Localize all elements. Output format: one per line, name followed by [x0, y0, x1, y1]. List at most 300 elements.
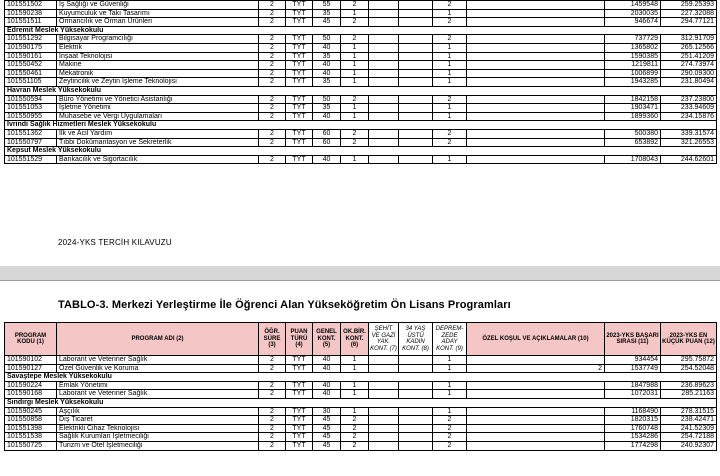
general-quota-cell: 40 [313, 381, 341, 390]
min-score-cell: 231.80494 [661, 78, 717, 87]
special-conditions-cell [467, 1, 605, 10]
score-type-cell: TYT [286, 390, 313, 399]
women-quota-cell [399, 104, 433, 113]
program-code-cell: 101590224 [5, 381, 57, 390]
special-conditions-cell [467, 407, 605, 416]
martyr-quota-cell [369, 381, 399, 390]
women-quota-cell [399, 138, 433, 147]
top-student-quota-cell: 1 [341, 78, 369, 87]
score-type-cell: TYT [286, 112, 313, 121]
min-score-cell: 238.42471 [661, 416, 717, 425]
top-student-quota-cell: 1 [341, 104, 369, 113]
special-conditions-cell [467, 129, 605, 138]
top-student-quota-cell: 1 [341, 52, 369, 61]
min-score-cell: 274.73974 [661, 61, 717, 70]
general-quota-cell: 45 [313, 433, 341, 442]
program-row [5, 390, 717, 399]
earthquake-quota-cell: 1 [433, 364, 467, 373]
special-conditions-cell [467, 433, 605, 442]
women-quota-cell [399, 9, 433, 18]
program-code-cell: 101550725 [5, 441, 57, 450]
program-name-cell: İş Sağlığı ve Güvenliği [57, 1, 259, 10]
earthquake-quota-cell: 2 [433, 433, 467, 442]
program-code-cell: 101551053 [5, 104, 57, 113]
score-type-cell: TYT [286, 381, 313, 390]
unit-name: Edremit Meslek Yüksekokulu [5, 26, 717, 35]
program-name-cell: Makine [57, 61, 259, 70]
program-name-cell: Laborant ve Veteriner Sağlık [57, 356, 259, 365]
special-conditions-cell [467, 381, 605, 390]
min-score-cell: 259.25393 [661, 1, 717, 10]
program-row [5, 18, 717, 27]
special-conditions-cell [467, 441, 605, 450]
duration-cell: 2 [259, 155, 286, 164]
header-min-score: 2023-YKS EN KÜÇÜK PUAN (12) [661, 323, 717, 356]
special-conditions-cell [467, 424, 605, 433]
program-name-cell: Turizm ve Otel İşletmeciliği [57, 441, 259, 450]
special-conditions-cell [467, 95, 605, 104]
table-header-row [5, 323, 717, 356]
women-quota-cell [399, 43, 433, 52]
program-row [5, 104, 717, 113]
min-score-cell: 285.21163 [661, 390, 717, 399]
women-quota-cell [399, 95, 433, 104]
general-quota-cell: 30 [313, 407, 341, 416]
program-code-cell: 101590161 [5, 52, 57, 61]
min-score-cell: 265.12566 [661, 43, 717, 52]
success-rank-cell: 653892 [605, 138, 661, 147]
earthquake-quota-cell: 1 [433, 112, 467, 121]
duration-cell: 2 [259, 61, 286, 70]
top-student-quota-cell: 2 [341, 441, 369, 450]
martyr-quota-cell [369, 407, 399, 416]
earthquake-quota-cell: 1 [433, 381, 467, 390]
martyr-quota-cell [369, 52, 399, 61]
general-quota-cell: 35 [313, 52, 341, 61]
score-type-cell: TYT [286, 441, 313, 450]
program-code-cell: 101551529 [5, 155, 57, 164]
min-score-cell: 244.62601 [661, 155, 717, 164]
special-conditions-cell [467, 61, 605, 70]
martyr-quota-cell [369, 129, 399, 138]
earthquake-quota-cell: 1 [433, 407, 467, 416]
score-type-cell: TYT [286, 43, 313, 52]
earthquake-quota-cell: 1 [433, 69, 467, 78]
earthquake-quota-cell: 2 [433, 129, 467, 138]
special-conditions-cell [467, 52, 605, 61]
program-row [5, 356, 717, 365]
duration-cell: 2 [259, 35, 286, 44]
program-name-cell: Sağlık Kurumları İşletmeciliği [57, 433, 259, 442]
min-score-cell: 241.52309 [661, 424, 717, 433]
earthquake-quota-cell: 1 [433, 52, 467, 61]
program-row [5, 155, 717, 164]
score-type-cell: TYT [286, 1, 313, 10]
top-student-quota-cell: 2 [341, 1, 369, 10]
duration-cell: 2 [259, 381, 286, 390]
success-rank-cell: 1006899 [605, 69, 661, 78]
duration-cell: 2 [259, 407, 286, 416]
program-name-cell: Tıbbi Dokümantasyon ve Sekreterlik [57, 138, 259, 147]
women-quota-cell [399, 35, 433, 44]
general-quota-cell: 45 [313, 424, 341, 433]
header-women-quota: 34 YAŞ ÜSTÜ KADIN KONT. (8) [399, 323, 433, 356]
score-type-cell: TYT [286, 52, 313, 61]
program-name-cell: Aşçılık [57, 407, 259, 416]
success-rank-cell: 1708043 [605, 155, 661, 164]
success-rank-cell: 1168490 [605, 407, 661, 416]
program-row [5, 364, 717, 373]
top-student-quota-cell: 2 [341, 138, 369, 147]
program-code-cell: 101551398 [5, 424, 57, 433]
martyr-quota-cell [369, 43, 399, 52]
success-rank-cell: 1072031 [605, 390, 661, 399]
women-quota-cell [399, 78, 433, 87]
general-quota-cell: 50 [313, 35, 341, 44]
success-rank-cell: 1590385 [605, 52, 661, 61]
duration-cell: 2 [259, 112, 286, 121]
min-score-cell: 233.94609 [661, 104, 717, 113]
women-quota-cell [399, 1, 433, 10]
unit-header-row [5, 398, 717, 407]
min-score-cell: 295.75872 [661, 356, 717, 365]
women-quota-cell [399, 441, 433, 450]
general-quota-cell: 45 [313, 416, 341, 425]
unit-name: Sındırgı Meslek Yüksekokulu [5, 398, 717, 407]
program-code-cell: 101550955 [5, 112, 57, 121]
general-quota-cell: 60 [313, 138, 341, 147]
duration-cell: 2 [259, 424, 286, 433]
score-type-cell: TYT [286, 407, 313, 416]
score-type-cell: TYT [286, 104, 313, 113]
guide-footer: 2024-YKS TERCİH KILAVUZU [58, 238, 172, 247]
success-rank-cell: 1943285 [605, 78, 661, 87]
top-student-quota-cell: 1 [341, 356, 369, 365]
special-conditions-cell [467, 69, 605, 78]
success-rank-cell: 500380 [605, 129, 661, 138]
program-row [5, 138, 717, 147]
earthquake-quota-cell: 1 [433, 9, 467, 18]
min-score-cell: 294.77121 [661, 18, 717, 27]
program-name-cell: Büro Yönetimi ve Yönetici Asistanlığı [57, 95, 259, 104]
program-row [5, 381, 717, 390]
min-score-cell: 237.23800 [661, 95, 717, 104]
martyr-quota-cell [369, 61, 399, 70]
success-rank-cell: 1534286 [605, 433, 661, 442]
martyr-quota-cell [369, 35, 399, 44]
success-rank-cell: 1459548 [605, 1, 661, 10]
top-student-quota-cell: 1 [341, 381, 369, 390]
min-score-cell: 278.31515 [661, 407, 717, 416]
martyr-quota-cell [369, 104, 399, 113]
duration-cell: 2 [259, 441, 286, 450]
earthquake-quota-cell: 1 [433, 390, 467, 399]
martyr-quota-cell [369, 356, 399, 365]
program-code-cell: 101550594 [5, 95, 57, 104]
general-quota-cell: 35 [313, 9, 341, 18]
program-name-cell: Muhasebe ve Vergi Uygulamaları [57, 112, 259, 121]
program-row [5, 129, 717, 138]
header-general-quota: GENEL KONT. (5) [313, 323, 341, 356]
earthquake-quota-cell: 1 [433, 43, 467, 52]
duration-cell: 2 [259, 356, 286, 365]
program-code-cell: 101550461 [5, 69, 57, 78]
header-top-student-quota: OK.BİR. KONT. (6) [341, 323, 369, 356]
general-quota-cell: 40 [313, 43, 341, 52]
score-type-cell: TYT [286, 95, 313, 104]
earthquake-quota-cell: 2 [433, 441, 467, 450]
program-row [5, 95, 717, 104]
program-code-cell: 101551538 [5, 433, 57, 442]
success-rank-cell: 1820315 [605, 416, 661, 425]
program-code-cell: 101550452 [5, 61, 57, 70]
top-student-quota-cell: 1 [341, 69, 369, 78]
earthquake-quota-cell: 1 [433, 155, 467, 164]
unit-name: Havran Meslek Yüksekokulu [5, 86, 717, 95]
women-quota-cell [399, 381, 433, 390]
score-type-cell: TYT [286, 9, 313, 18]
header-earthquake-quota: DEPREM-ZEDE ADAY KONT. (9) [433, 323, 467, 356]
duration-cell: 2 [259, 104, 286, 113]
top-student-quota-cell: 2 [341, 129, 369, 138]
earthquake-quota-cell: 2 [433, 424, 467, 433]
martyr-quota-cell [369, 424, 399, 433]
duration-cell: 2 [259, 18, 286, 27]
header-success-rank: 2023-YKS BAŞARI SIRASI (11) [605, 323, 661, 356]
header-score-type: PUAN TÜRÜ (4) [286, 323, 313, 356]
duration-cell: 2 [259, 9, 286, 18]
duration-cell: 2 [259, 138, 286, 147]
duration-cell: 2 [259, 78, 286, 87]
program-row [5, 52, 717, 61]
general-quota-cell: 45 [313, 18, 341, 27]
success-rank-cell: 737729 [605, 35, 661, 44]
top-student-quota-cell: 2 [341, 433, 369, 442]
special-conditions-cell [467, 9, 605, 18]
special-conditions-cell [467, 390, 605, 399]
special-conditions-cell [467, 18, 605, 27]
top-student-quota-cell: 1 [341, 364, 369, 373]
martyr-quota-cell [369, 78, 399, 87]
page-break [0, 266, 720, 280]
program-name-cell: Özel Güvenlik ve Koruma [57, 364, 259, 373]
duration-cell: 2 [259, 95, 286, 104]
program-code-cell: 101550797 [5, 138, 57, 147]
program-name-cell: Kuyumculuk ve Takı Tasarımı [57, 9, 259, 18]
unit-header-row [5, 373, 717, 382]
success-rank-cell: 934454 [605, 356, 661, 365]
special-conditions-cell [467, 356, 605, 365]
program-row [5, 407, 717, 416]
martyr-quota-cell [369, 9, 399, 18]
score-type-cell: TYT [286, 424, 313, 433]
martyr-quota-cell [369, 112, 399, 121]
general-quota-cell: 40 [313, 112, 341, 121]
score-type-cell: TYT [286, 356, 313, 365]
score-type-cell: TYT [286, 155, 313, 164]
program-row [5, 9, 717, 18]
program-code-cell: 101551105 [5, 78, 57, 87]
earthquake-quota-cell: 2 [433, 95, 467, 104]
success-rank-cell: 1842158 [605, 95, 661, 104]
general-quota-cell: 40 [313, 356, 341, 365]
women-quota-cell [399, 129, 433, 138]
program-name-cell: Dış Ticaret [57, 416, 259, 425]
earthquake-quota-cell: 2 [433, 138, 467, 147]
unit-name: İvrindi Sağlık Hizmetleri Meslek Yüksekokulu [5, 121, 717, 130]
program-code-cell: 101590245 [5, 407, 57, 416]
earthquake-quota-cell: 1 [433, 356, 467, 365]
program-code-cell: 101590168 [5, 390, 57, 399]
unit-header-row [5, 26, 717, 35]
top-student-quota-cell: 2 [341, 424, 369, 433]
score-type-cell: TYT [286, 69, 313, 78]
program-row [5, 112, 717, 121]
special-conditions-cell [467, 416, 605, 425]
unit-header-row [5, 86, 717, 95]
program-row [5, 433, 717, 442]
program-row [5, 441, 717, 450]
top-student-quota-cell: 1 [341, 407, 369, 416]
program-name-cell: Emlak Yönetimi [57, 381, 259, 390]
women-quota-cell [399, 155, 433, 164]
martyr-quota-cell [369, 416, 399, 425]
special-conditions-cell [467, 138, 605, 147]
program-code-cell: 101590238 [5, 9, 57, 18]
program-code-cell: 101551511 [5, 18, 57, 27]
program-table-bottom [4, 322, 717, 451]
special-conditions-cell [467, 43, 605, 52]
success-rank-cell: 1899360 [605, 112, 661, 121]
general-quota-cell: 40 [313, 61, 341, 70]
unit-name: Kepsut Meslek Yüksekokulu [5, 147, 717, 156]
program-row [5, 78, 717, 87]
women-quota-cell [399, 112, 433, 121]
program-name-cell: Bilgisayar Programcılığı [57, 35, 259, 44]
score-type-cell: TYT [286, 433, 313, 442]
program-code-cell: 101551502 [5, 1, 57, 10]
women-quota-cell [399, 61, 433, 70]
success-rank-cell: 1760748 [605, 424, 661, 433]
program-row [5, 69, 717, 78]
program-code-cell: 101550858 [5, 416, 57, 425]
program-table-top [4, 0, 717, 164]
table-title: TABLO-3. Merkezi Yerleştirme İle Öğrenci Alan Yükseköğretim Ön Lisans Programları [58, 299, 511, 311]
special-conditions-cell: 2 [467, 364, 605, 373]
women-quota-cell [399, 390, 433, 399]
min-score-cell: 312.91709 [661, 35, 717, 44]
general-quota-cell: 55 [313, 1, 341, 10]
unit-name: Savaştepe Meslek Yüksekokulu [5, 373, 717, 382]
program-code-cell: 101551362 [5, 129, 57, 138]
min-score-cell: 240.92307 [661, 441, 717, 450]
general-quota-cell: 60 [313, 129, 341, 138]
top-student-quota-cell: 1 [341, 9, 369, 18]
general-quota-cell: 40 [313, 364, 341, 373]
score-type-cell: TYT [286, 129, 313, 138]
top-student-quota-cell: 2 [341, 95, 369, 104]
min-score-cell: 254.52048 [661, 364, 717, 373]
program-name-cell: Elektrik [57, 43, 259, 52]
duration-cell: 2 [259, 43, 286, 52]
special-conditions-cell [467, 155, 605, 164]
martyr-quota-cell [369, 390, 399, 399]
score-type-cell: TYT [286, 364, 313, 373]
score-type-cell: TYT [286, 35, 313, 44]
martyr-quota-cell [369, 18, 399, 27]
program-name-cell: Laborant ve Veteriner Sağlık [57, 390, 259, 399]
header-program-name: PROGRAM ADI (2) [57, 323, 259, 356]
program-name-cell: Bankacılık ve Sigortacılık [57, 155, 259, 164]
success-rank-cell: 1774298 [605, 441, 661, 450]
program-row [5, 61, 717, 70]
min-score-cell: 236.89623 [661, 381, 717, 390]
success-rank-cell: 1903471 [605, 104, 661, 113]
success-rank-cell: 1219811 [605, 61, 661, 70]
martyr-quota-cell [369, 433, 399, 442]
top-student-quota-cell: 1 [341, 112, 369, 121]
min-score-cell: 321.26553 [661, 138, 717, 147]
min-score-cell: 227.32088 [661, 9, 717, 18]
program-row [5, 43, 717, 52]
women-quota-cell [399, 69, 433, 78]
program-code-cell: 101590102 [5, 356, 57, 365]
top-student-quota-cell: 2 [341, 18, 369, 27]
duration-cell: 2 [259, 69, 286, 78]
general-quota-cell: 40 [313, 155, 341, 164]
women-quota-cell [399, 364, 433, 373]
program-row [5, 35, 717, 44]
martyr-quota-cell [369, 138, 399, 147]
general-quota-cell: 45 [313, 441, 341, 450]
min-score-cell: 339.31574 [661, 129, 717, 138]
martyr-quota-cell [369, 155, 399, 164]
header-special-conditions: ÖZEL KOŞUL VE AÇIKLAMALAR (10) [467, 323, 605, 356]
duration-cell: 2 [259, 364, 286, 373]
score-type-cell: TYT [286, 61, 313, 70]
duration-cell: 2 [259, 390, 286, 399]
top-student-quota-cell: 2 [341, 416, 369, 425]
header-duration: ÖĞR. SÜRE (3) [259, 323, 286, 356]
martyr-quota-cell [369, 95, 399, 104]
program-name-cell: Mekatronik [57, 69, 259, 78]
top-student-quota-cell: 1 [341, 390, 369, 399]
score-type-cell: TYT [286, 138, 313, 147]
duration-cell: 2 [259, 129, 286, 138]
general-quota-cell: 40 [313, 69, 341, 78]
martyr-quota-cell [369, 441, 399, 450]
program-code-cell: 101590127 [5, 364, 57, 373]
top-student-quota-cell: 1 [341, 155, 369, 164]
women-quota-cell [399, 407, 433, 416]
unit-header-row [5, 147, 717, 156]
success-rank-cell: 1365802 [605, 43, 661, 52]
special-conditions-cell [467, 104, 605, 113]
header-program-code: PROGRAM KODU (1) [5, 323, 57, 356]
women-quota-cell [399, 433, 433, 442]
program-code-cell: 101590175 [5, 43, 57, 52]
women-quota-cell [399, 52, 433, 61]
martyr-quota-cell [369, 1, 399, 10]
general-quota-cell: 40 [313, 390, 341, 399]
min-score-cell: 290.09300 [661, 69, 717, 78]
special-conditions-cell [467, 112, 605, 121]
top-student-quota-cell: 1 [341, 43, 369, 52]
women-quota-cell [399, 424, 433, 433]
earthquake-quota-cell: 2 [433, 416, 467, 425]
success-rank-cell: 2030035 [605, 9, 661, 18]
min-score-cell: 234.15876 [661, 112, 717, 121]
